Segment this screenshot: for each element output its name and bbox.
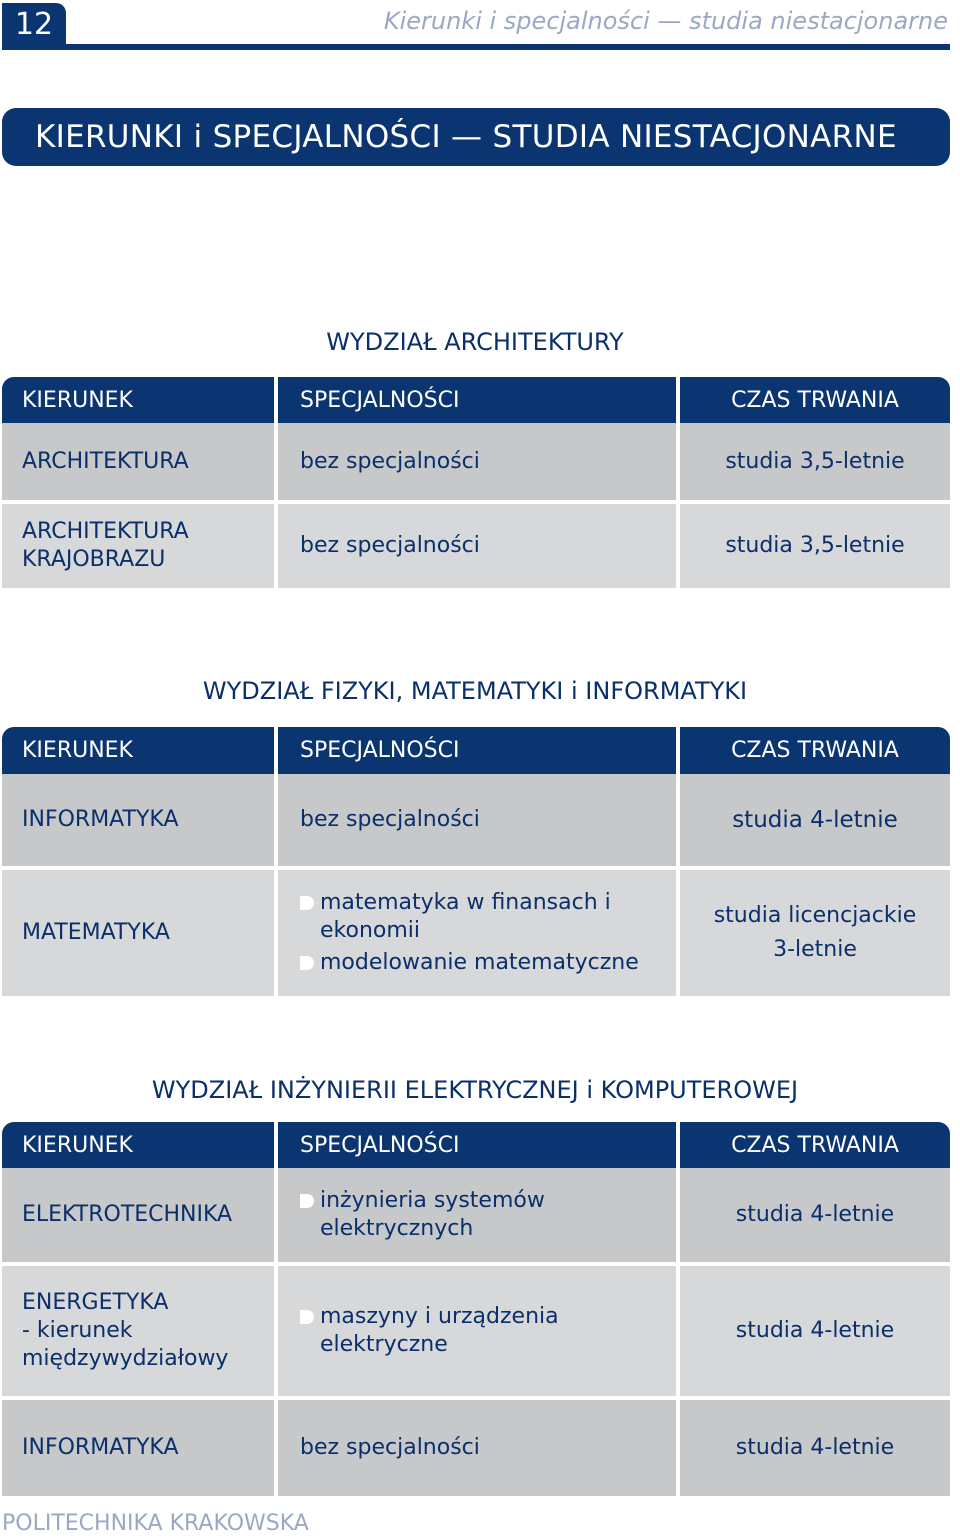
spec-item: inżynieria systemów elektrycznych — [300, 1187, 580, 1243]
cell-kierunek: ELEKTROTECHNIKA — [2, 1168, 274, 1262]
header-kierunek: KIERUNEK — [2, 727, 274, 774]
footer-publisher: POLITECHNIKA KRAKOWSKA — [2, 1511, 309, 1536]
faculty-title-inzynierii: WYDZIAŁ INŻYNIERII ELEKTRYCZNEJ i KOMPUTEROWEJ — [151, 1076, 799, 1104]
bullet-icon — [300, 896, 314, 910]
bullet-icon — [300, 956, 314, 970]
cell-czas: studia 3,5-letnie — [680, 504, 950, 588]
cell-kierunek — [2, 1266, 274, 1396]
czas-line: 3-letnie — [773, 937, 857, 962]
cell-czas: studia 4-letnie — [680, 1168, 950, 1262]
cell-czas — [680, 870, 950, 996]
cell-specjalnosc — [278, 1266, 676, 1396]
running-title: Kierunki i specjalności — studia niestacjonarne — [383, 7, 948, 35]
cell-czas: studia 4-letnie — [680, 774, 950, 866]
header-kierunek: KIERUNEK — [2, 377, 274, 423]
cell-kierunek: INFORMATYKA — [2, 774, 274, 866]
faculty-title-fizyki: WYDZIAŁ FIZYKI, MATEMATYKI i INFORMATYKI — [202, 677, 748, 705]
header-specjalnosci: SPECJALNOŚCI — [278, 727, 676, 774]
table-architektury — [2, 377, 950, 588]
page-banner: KIERUNKI i SPECJALNOŚCI — STUDIA NIESTACJONARNE — [2, 108, 950, 166]
cell-kierunek: MATEMATYKA — [2, 870, 274, 996]
cell-kierunek — [2, 504, 274, 588]
spec-item: maszyny i urządzenia elektryczne — [300, 1303, 580, 1359]
cell-specjalnosc — [278, 870, 676, 996]
kierunek-line: ENERGETYKA — [22, 1290, 169, 1315]
cell-czas: studia 4-letnie — [680, 1266, 950, 1396]
bullet-icon — [300, 1194, 314, 1208]
header-specjalnosci: SPECJALNOŚCI — [278, 377, 676, 423]
header-specjalnosci: SPECJALNOŚCI — [278, 1122, 676, 1168]
spec-item: modelowanie matematyczne — [300, 949, 639, 977]
cell-kierunek: ARCHITEKTURA — [2, 423, 274, 500]
czas-line: studia licencjackie — [713, 903, 917, 928]
cell-specjalnosc: bez specjalności — [278, 423, 676, 500]
kierunek-line: międzywydziałowy — [22, 1346, 229, 1371]
cell-specjalnosc: bez specjalności — [278, 504, 676, 588]
cell-specjalnosc: bez specjalności — [278, 774, 676, 866]
table-fizyki — [2, 727, 950, 996]
header-czas-trwania: CZAS TRWANIA — [680, 1122, 950, 1168]
header-rule — [2, 44, 950, 50]
bullet-icon — [300, 1310, 314, 1324]
cell-czas: studia 4-letnie — [680, 1400, 950, 1496]
cell-specjalnosc — [278, 1168, 676, 1262]
spec-item: matematyka w finansach i ekonomii — [300, 889, 620, 945]
cell-specjalnosc: bez specjalności — [278, 1400, 676, 1496]
page-number: 12 — [2, 3, 66, 47]
table-inzynierii — [2, 1122, 950, 1496]
header-czas-trwania: CZAS TRWANIA — [680, 727, 950, 774]
kierunek-line: - kierunek — [22, 1318, 133, 1343]
kierunek-line: ARCHITEKTURA — [22, 519, 189, 544]
header-kierunek: KIERUNEK — [2, 1122, 274, 1168]
faculty-title-architektury: WYDZIAŁ ARCHITEKTURY — [326, 328, 624, 356]
cell-czas: studia 3,5-letnie — [680, 423, 950, 500]
header-czas-trwania: CZAS TRWANIA — [680, 377, 950, 423]
kierunek-line: KRAJOBRAZU — [22, 547, 166, 572]
cell-kierunek: INFORMATYKA — [2, 1400, 274, 1496]
